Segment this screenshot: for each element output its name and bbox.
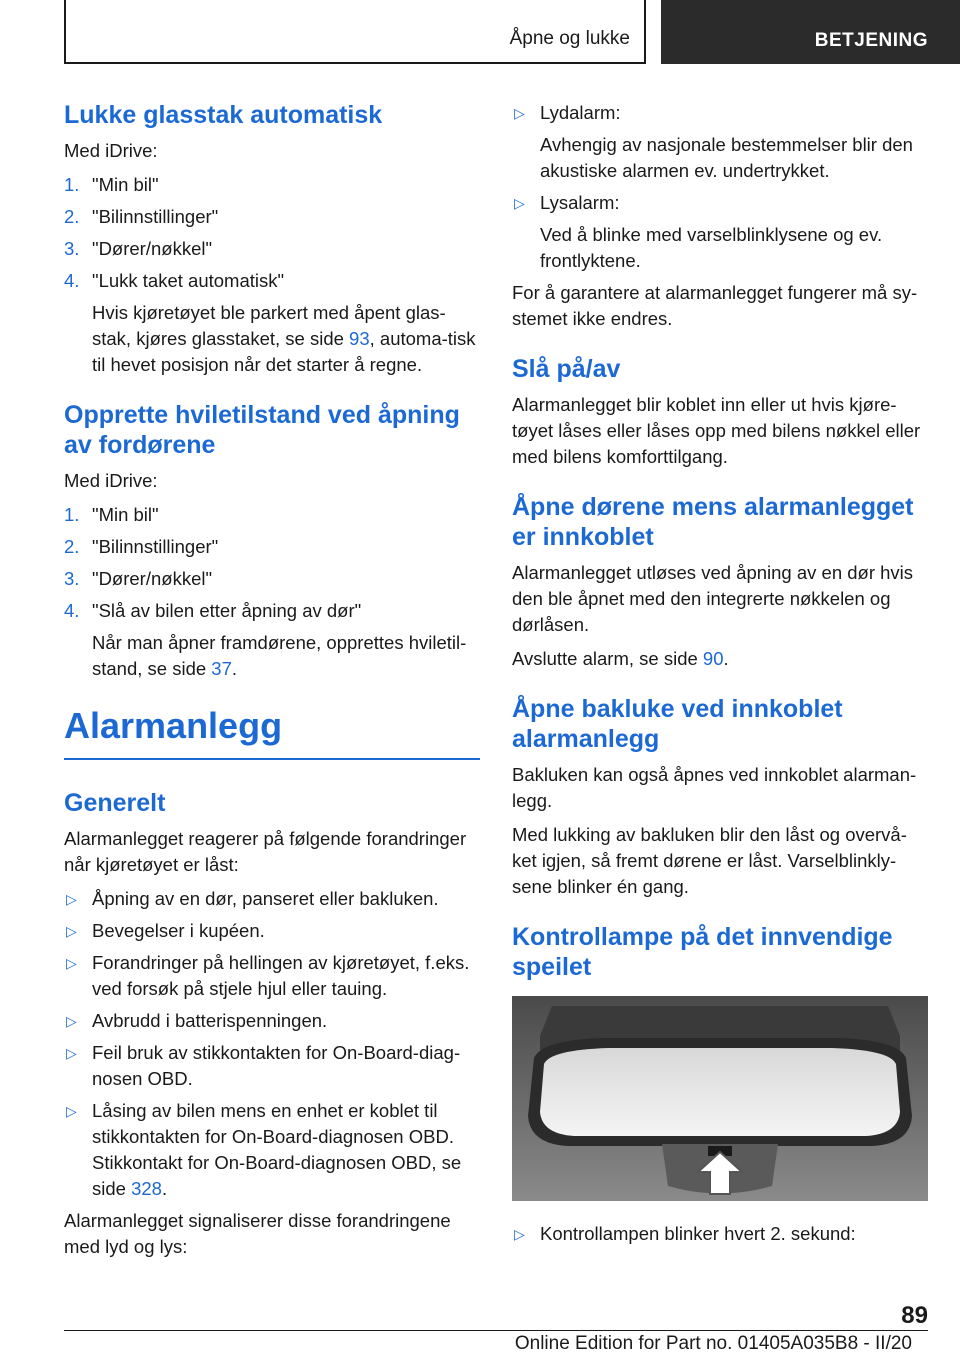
section-title: Lukke glasstak automatisk <box>64 101 383 129</box>
chapter-title: Alarmanlegg <box>64 705 283 746</box>
section-title: Generelt <box>64 789 166 817</box>
intro-text: Med iDrive: <box>64 140 158 161</box>
section-general <box>64 788 480 1260</box>
section-tailgate <box>512 694 928 900</box>
page-link[interactable]: 328 <box>131 1178 162 1199</box>
footer-edition: Online Edition for Part no. 01405A035B8 - II/20 <box>514 1333 912 1354</box>
alarm-signal-list <box>512 100 928 274</box>
step-note: Når man åpner framdørene, opprettes hviletil-stand, se side 37. <box>92 632 467 679</box>
section-title: Opprette hviletilstand ved åpning av fordørene <box>64 401 460 459</box>
list-item: 3. "Dører/nøkkel" <box>64 568 213 589</box>
section-rest-state <box>64 400 480 682</box>
body-text: Bakluken kan også åpnes ved innkoblet alarman-legg. <box>512 764 917 811</box>
list-item: ▷ Lysalarm: Ved å blinke med varselblinklysene og ev. frontlyktene. <box>514 192 883 271</box>
guarantee-text: For å garantere at alarmanlegget fungerer må sy-stemet ikke endres. <box>512 282 918 329</box>
chapter-heading <box>64 704 480 760</box>
header-section-title: Åpne og lukke <box>509 28 630 49</box>
intro-text: Alarmanlegget reagerer på følgende forandringer når kjøretøyet er låst: <box>64 828 467 875</box>
section-open-doors <box>512 492 928 672</box>
rear-view-mirror-illustration <box>512 996 928 1201</box>
list-item: 1. "Min bil" <box>64 504 159 525</box>
page-link[interactable]: 90 <box>702 648 724 669</box>
list-item: ▷ Bevegelser i kupéen. <box>66 920 265 941</box>
page-number: 89 <box>901 1302 928 1329</box>
steps-list <box>64 172 480 378</box>
list-item: ▷ Forandringer på hellingen av kjøretøyet, f.eks. ved forsøk på stjele hjul eller tauing. <box>66 952 470 999</box>
header-section-box <box>64 0 646 64</box>
footer-divider <box>64 1330 928 1331</box>
list-item: ▷ Åpning av en dør, panseret eller bakluken. <box>66 888 439 909</box>
body-text: Med lukking av bakluken blir den låst og overvå-ket igjen, så fremt dørene er låst. Varselblinkly-sene blinker én gang. <box>512 824 907 897</box>
header-chapter-box <box>661 0 960 64</box>
page-header <box>64 0 960 66</box>
step-note: Hvis kjøretøyet ble parkert med åpent glas-stak, kjøres glasstaket, se side 93, automa-tisk til hevet posisjon når det starter å regne. <box>92 302 476 375</box>
section-title: Åpne bakluke ved innkoblet alarmanlegg <box>512 695 843 753</box>
section-close-sunroof <box>64 100 480 378</box>
list-item: ▷ Låsing av bilen mens en enhet er koblet til stikkontakten for On-Board-diagnosen OBD. Stikkontakt for On-Board-diagnosen OBD, se side 328. <box>66 1100 462 1199</box>
section-indicator-lamp <box>512 922 928 1247</box>
page-link[interactable]: 37 <box>211 658 232 679</box>
bullet-list <box>64 886 480 1202</box>
list-item: 4. "Lukk taket automatisk" Hvis kjøretøyet ble parkert med åpent glas-stak, kjøres glasstaket, se side 93, automa-tisk til hevet posisjon når det starter å regne. <box>64 268 480 378</box>
list-item: ▷ Kontrollampen blinker hvert 2. sekund: <box>514 1223 856 1244</box>
body-text: Alarmanlegget utløses ved åpning av en dør hvis den ble åpnet med den integrerte nøkkelen og dørlåsen. <box>512 562 914 635</box>
list-item: 3. "Dører/nøkkel" <box>64 238 213 259</box>
list-item: ▷ Avbrudd i batterispenningen. <box>66 1010 328 1031</box>
bullet-list <box>512 1221 928 1247</box>
list-item: 1. "Min bil" <box>64 174 159 195</box>
list-item: ▷ Lydalarm: Avhengig av nasjonale bestemmelser blir den akustiske alarmen ev. undertrykket. <box>514 102 913 181</box>
outro-text: Alarmanlegget signaliserer disse forandringene med lyd og lys: <box>64 1210 451 1257</box>
section-title: Kontrollampe på det innvendige speilet <box>512 923 893 981</box>
header-chapter-title: BETJENING <box>814 30 928 51</box>
list-item: ▷ Feil bruk av stikkontakten for On-Board-diag-nosen OBD. <box>66 1042 461 1089</box>
list-item: 2. "Bilinnstillinger" <box>64 206 219 227</box>
body-text: Alarmanlegget blir koblet inn eller ut hvis kjøre-tøyet låses eller låses opp med bilens nøkkel eller med bilens komforttilgang. <box>512 394 921 467</box>
body-text: Avslutte alarm, se side 90. <box>512 648 729 669</box>
section-on-off <box>512 354 928 470</box>
section-title: Slå på/av <box>512 355 621 383</box>
right-column <box>512 100 928 1253</box>
list-item: 4. "Slå av bilen etter åpning av dør" Når man åpner framdørene, opprettes hviletil-stand, se side 37. <box>64 598 480 682</box>
section-title: Åpne dørene mens alarmanlegget er innkoblet <box>512 493 914 551</box>
steps-list <box>64 502 480 682</box>
intro-text: Med iDrive: <box>64 470 158 491</box>
left-column <box>64 100 480 1268</box>
list-item: 2. "Bilinnstillinger" <box>64 536 219 557</box>
page-link[interactable]: 93 <box>349 328 370 349</box>
